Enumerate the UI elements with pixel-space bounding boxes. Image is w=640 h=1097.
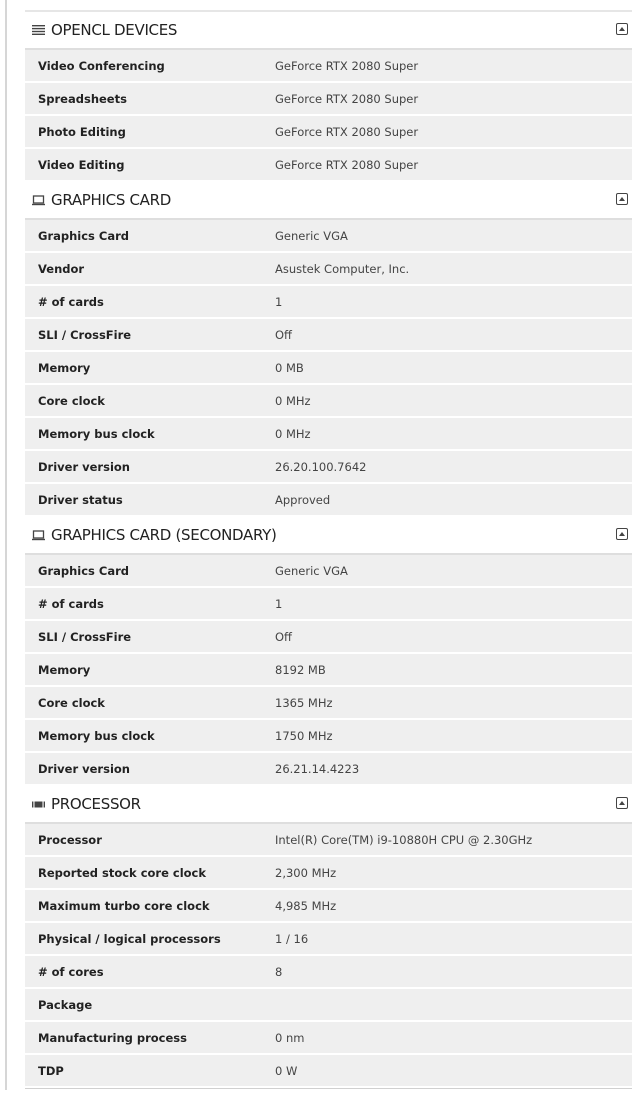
table-row bbox=[25, 149, 632, 182]
row-value: Approved bbox=[275, 492, 331, 507]
row-label: TDP bbox=[38, 1063, 64, 1078]
row-label: Physical / logical processors bbox=[38, 931, 221, 946]
row-value: 8192 MB bbox=[275, 662, 326, 677]
row-value: 26.21.14.4223 bbox=[275, 761, 360, 776]
table-row bbox=[25, 890, 632, 923]
table-row bbox=[25, 989, 632, 1022]
row-label: Vendor bbox=[38, 261, 85, 276]
row-value: 26.20.100.7642 bbox=[275, 459, 367, 474]
section-graphics-card bbox=[25, 182, 632, 517]
row-value: 2,300 MHz bbox=[275, 865, 337, 880]
collapse-button[interactable] bbox=[616, 528, 628, 540]
section-header bbox=[25, 786, 632, 824]
section-title: GRAPHICS CARD bbox=[51, 191, 172, 209]
table-row bbox=[25, 253, 632, 286]
divider bbox=[25, 1088, 632, 1089]
row-value: Off bbox=[275, 629, 292, 644]
section-header bbox=[25, 12, 632, 50]
row-value: 1365 MHz bbox=[275, 695, 333, 710]
table-row bbox=[25, 418, 632, 451]
table-row bbox=[25, 956, 632, 989]
section-header bbox=[25, 517, 632, 555]
table-row bbox=[25, 116, 632, 149]
monitor-icon bbox=[31, 193, 45, 207]
row-value: 0 MB bbox=[275, 360, 304, 375]
row-label: Photo Editing bbox=[38, 124, 126, 139]
row-label: SLI / CrossFire bbox=[38, 629, 132, 644]
section-opencl-devices bbox=[25, 12, 632, 182]
row-value: 1 / 16 bbox=[275, 931, 309, 946]
row-label: # of cards bbox=[38, 596, 104, 611]
row-value: 1750 MHz bbox=[275, 728, 333, 743]
table-row bbox=[25, 654, 632, 687]
collapse-button[interactable] bbox=[616, 193, 628, 205]
row-value: GeForce RTX 2080 Super bbox=[275, 58, 419, 73]
row-value: 0 MHz bbox=[275, 426, 311, 441]
row-value: Asustek Computer, Inc. bbox=[275, 261, 410, 276]
row-label: Memory bus clock bbox=[38, 728, 155, 743]
table-row bbox=[25, 621, 632, 654]
section-processor bbox=[25, 786, 632, 1089]
row-label: SLI / CrossFire bbox=[38, 327, 132, 342]
row-value: Off bbox=[275, 327, 292, 342]
row-label: # of cards bbox=[38, 294, 104, 309]
section-title: PROCESSOR bbox=[51, 795, 141, 813]
row-value: Generic VGA bbox=[275, 563, 348, 578]
row-value: 8 bbox=[275, 964, 283, 979]
section-header bbox=[25, 182, 632, 220]
row-value: 4,985 MHz bbox=[275, 898, 337, 913]
table-row bbox=[25, 319, 632, 352]
row-label: Processor bbox=[38, 832, 102, 847]
monitor-icon bbox=[31, 528, 45, 542]
row-label: Spreadsheets bbox=[38, 91, 127, 106]
row-value: GeForce RTX 2080 Super bbox=[275, 124, 419, 139]
specs-container bbox=[25, 10, 632, 1089]
table-row bbox=[25, 286, 632, 319]
row-value: GeForce RTX 2080 Super bbox=[275, 91, 419, 106]
table-row bbox=[25, 83, 632, 116]
row-label: Core clock bbox=[38, 695, 105, 710]
row-label: Maximum turbo core clock bbox=[38, 898, 210, 913]
cpu-icon bbox=[31, 797, 45, 811]
row-label: Memory bus clock bbox=[38, 426, 155, 441]
table-row bbox=[25, 824, 632, 857]
table-row bbox=[25, 1022, 632, 1055]
row-value: 1 bbox=[275, 294, 283, 309]
table-row bbox=[25, 555, 632, 588]
table-row bbox=[25, 220, 632, 253]
row-label: Driver version bbox=[38, 459, 130, 474]
row-value: GeForce RTX 2080 Super bbox=[275, 157, 419, 172]
table-row bbox=[25, 753, 632, 786]
table-row bbox=[25, 1055, 632, 1088]
table-row bbox=[25, 451, 632, 484]
table-row bbox=[25, 484, 632, 517]
row-value: 0 W bbox=[275, 1063, 298, 1078]
row-label: Core clock bbox=[38, 393, 105, 408]
table-row bbox=[25, 352, 632, 385]
row-label: Package bbox=[38, 997, 93, 1012]
section-graphics-card-secondary bbox=[25, 517, 632, 786]
row-label: Memory bbox=[38, 662, 91, 677]
table-row bbox=[25, 687, 632, 720]
table-row bbox=[25, 923, 632, 956]
row-label: Graphics Card bbox=[38, 563, 130, 578]
list-icon bbox=[31, 23, 45, 37]
section-title: GRAPHICS CARD (SECONDARY) bbox=[51, 526, 277, 544]
collapse-button[interactable] bbox=[616, 797, 628, 809]
row-value: 1 bbox=[275, 596, 283, 611]
table-row bbox=[25, 588, 632, 621]
row-label: Driver version bbox=[38, 761, 130, 776]
row-value: Generic VGA bbox=[275, 228, 348, 243]
left-border bbox=[5, 0, 7, 1090]
table-row bbox=[25, 720, 632, 753]
row-label: Video Editing bbox=[38, 157, 125, 172]
collapse-button[interactable] bbox=[616, 23, 628, 35]
row-label: # of cores bbox=[38, 964, 104, 979]
row-label: Reported stock core clock bbox=[38, 865, 207, 880]
row-label: Video Conferencing bbox=[38, 58, 165, 73]
row-label: Manufacturing process bbox=[38, 1030, 187, 1045]
row-label: Memory bbox=[38, 360, 91, 375]
row-label: Driver status bbox=[38, 492, 123, 507]
section-title: OPENCL DEVICES bbox=[51, 21, 178, 39]
table-row bbox=[25, 857, 632, 890]
row-value: Intel(R) Core(TM) i9-10880H CPU @ 2.30GHz bbox=[275, 832, 533, 847]
row-label: Graphics Card bbox=[38, 228, 130, 243]
row-value: 0 nm bbox=[275, 1030, 305, 1045]
row-value: 0 MHz bbox=[275, 393, 311, 408]
table-row bbox=[25, 50, 632, 83]
table-row bbox=[25, 385, 632, 418]
